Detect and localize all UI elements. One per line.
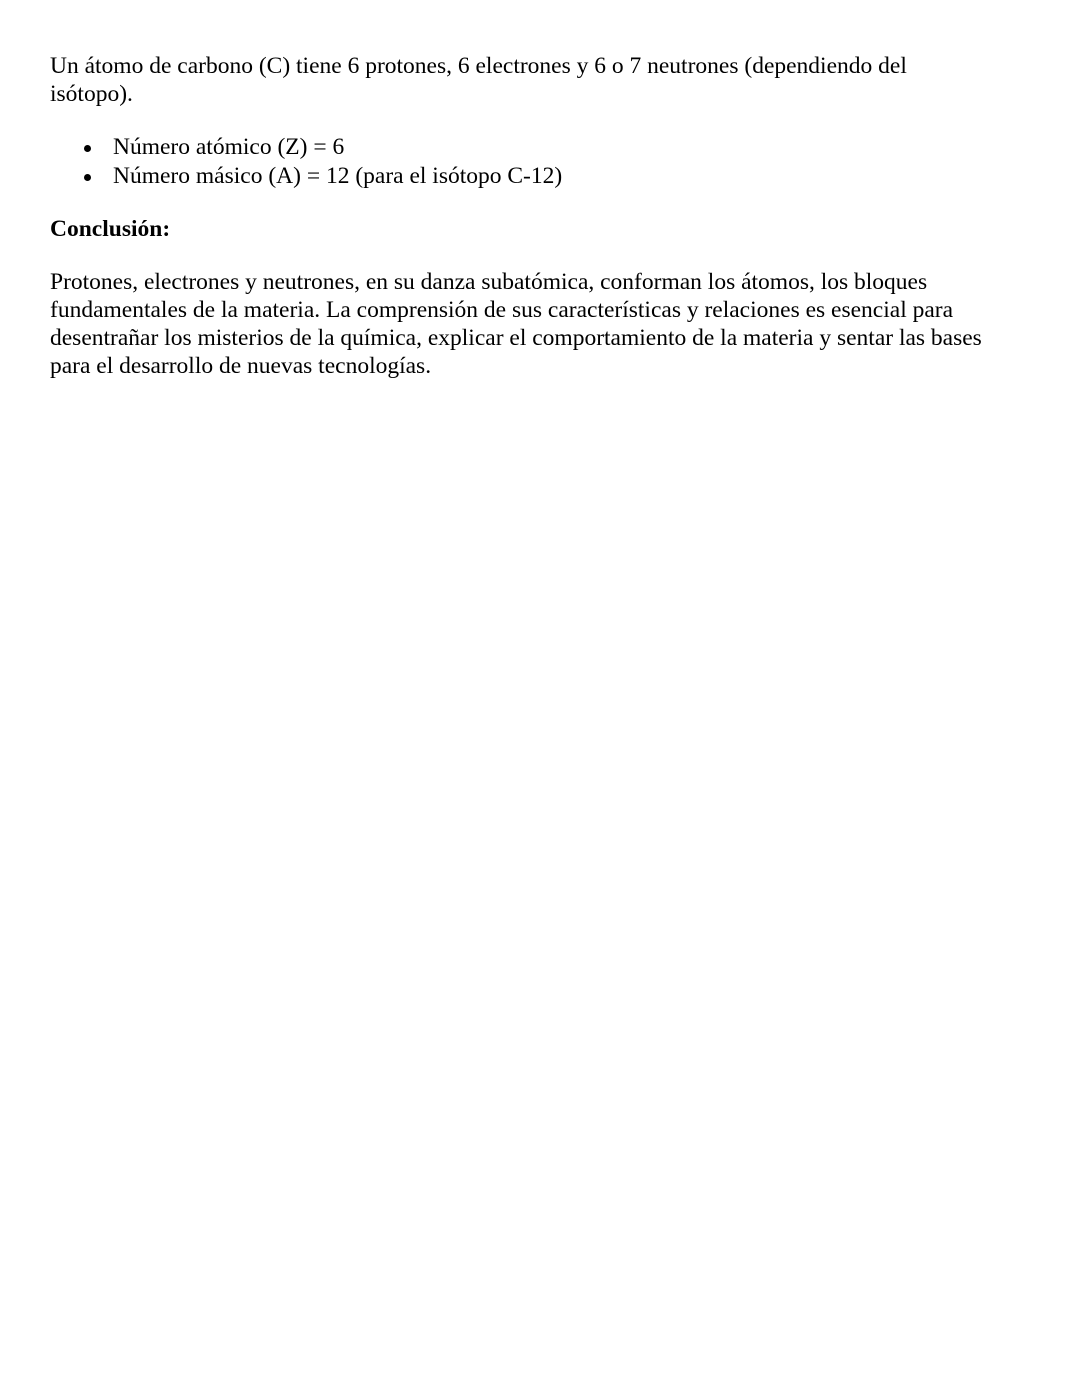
bullet-text: Número másico (A) = 12 (para el isótopo C-12) <box>113 162 563 189</box>
bullet-item-mass-number <box>50 162 562 191</box>
conclusion-line-3: desentrañar los misterios de la química, explicar el comportamiento de la materia y sentar las bases <box>50 325 982 351</box>
bullet-icon <box>84 174 91 181</box>
bullet-text: Número atómico (Z) = 6 <box>113 134 345 160</box>
bullet-icon <box>84 145 91 152</box>
conclusion-paragraph <box>50 268 1040 380</box>
bullet-item-atomic-number <box>50 133 562 162</box>
bullet-list <box>50 133 562 190</box>
conclusion-heading: Conclusión: <box>50 216 171 242</box>
conclusion-line-2: fundamentales de la materia. La comprensión de sus características y relaciones es esencial para <box>50 297 954 323</box>
intro-line-2: isótopo). <box>50 81 133 107</box>
intro-line-1: Un átomo de carbono (C) tiene 6 protones, 6 electrones y 6 o 7 neutrones (dependiendo del <box>50 53 907 79</box>
intro-paragraph <box>50 52 1010 108</box>
conclusion-line-4: para el desarrollo de nuevas tecnologías. <box>50 353 432 379</box>
conclusion-line-1: Protones, electrones y neutrones, en su danza subatómica, conforman los átomos, los bloques <box>50 269 928 295</box>
